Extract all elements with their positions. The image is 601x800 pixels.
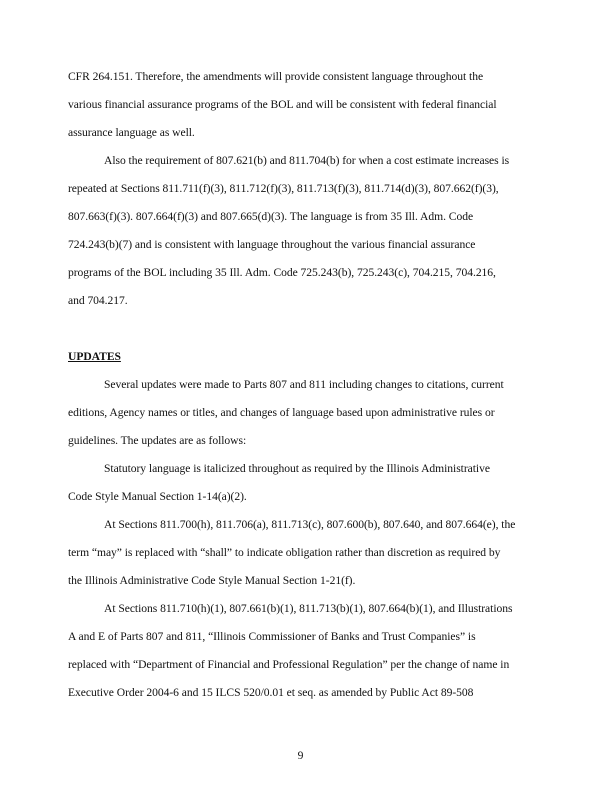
text-line: assurance language as well. [68, 126, 195, 139]
text-line: Also the requirement of 807.621(b) and 811.704(b) for when a cost estimate increases is [104, 154, 510, 167]
text-line: and 704.217. [68, 294, 128, 307]
text-line: 807.663(f)(3). 807.664(f)(3) and 807.665(d)(3). The language is from 35 Ill. Adm. Code [68, 210, 474, 223]
text-line: replaced with “Department of Financial and Professional Regulation” per the change of name in [68, 658, 510, 671]
text-line: guidelines. The updates are as follows: [68, 434, 247, 447]
text-line: At Sections 811.710(h)(1), 807.661(b)(1), 811.713(b)(1), 807.664(b)(1), and Illustrations [104, 602, 513, 615]
text-line: 724.243(b)(7) and is consistent with language throughout the various financial assurance [68, 238, 476, 251]
text-line: Statutory language is italicized throughout as required by the Illinois Administrative [104, 462, 490, 475]
text-line: various financial assurance programs of the BOL and will be consistent with federal financial [68, 98, 497, 111]
text-line: A and E of Parts 807 and 811, “Illinois Commissioner of Banks and Trust Companies” is [68, 630, 476, 643]
text-line: programs of the BOL including 35 Ill. Adm. Code 725.243(b), 725.243(c), 704.215, 704.216, [68, 266, 496, 279]
text-line: the Illinois Administrative Code Style Manual Section 1-21(f). [68, 574, 356, 587]
text-line: Code Style Manual Section 1-14(a)(2). [68, 490, 247, 503]
text-line: repeated at Sections 811.711(f)(3), 811.712(f)(3), 811.713(f)(3), 811.714(d)(3), 807.662(f)(3), [68, 182, 499, 195]
page-number: 9 [297, 749, 304, 762]
text-line: term “may” is replaced with “shall” to indicate obligation rather than discretion as required by [68, 546, 501, 559]
section-heading: UPDATES [68, 350, 121, 363]
text-line: CFR 264.151. Therefore, the amendments will provide consistent language throughout the [68, 70, 484, 83]
text-line: Executive Order 2004-6 and 15 ILCS 520/0.01 et seq. as amended by Public Act 89-508 [68, 686, 474, 699]
text-line: editions, Agency names or titles, and changes of language based upon administrative rules or [68, 406, 495, 419]
text-line: Several updates were made to Parts 807 and 811 including changes to citations, current [104, 378, 504, 391]
text-line: At Sections 811.700(h), 811.706(a), 811.713(c), 807.600(b), 807.640, and 807.664(e), the [104, 518, 516, 531]
